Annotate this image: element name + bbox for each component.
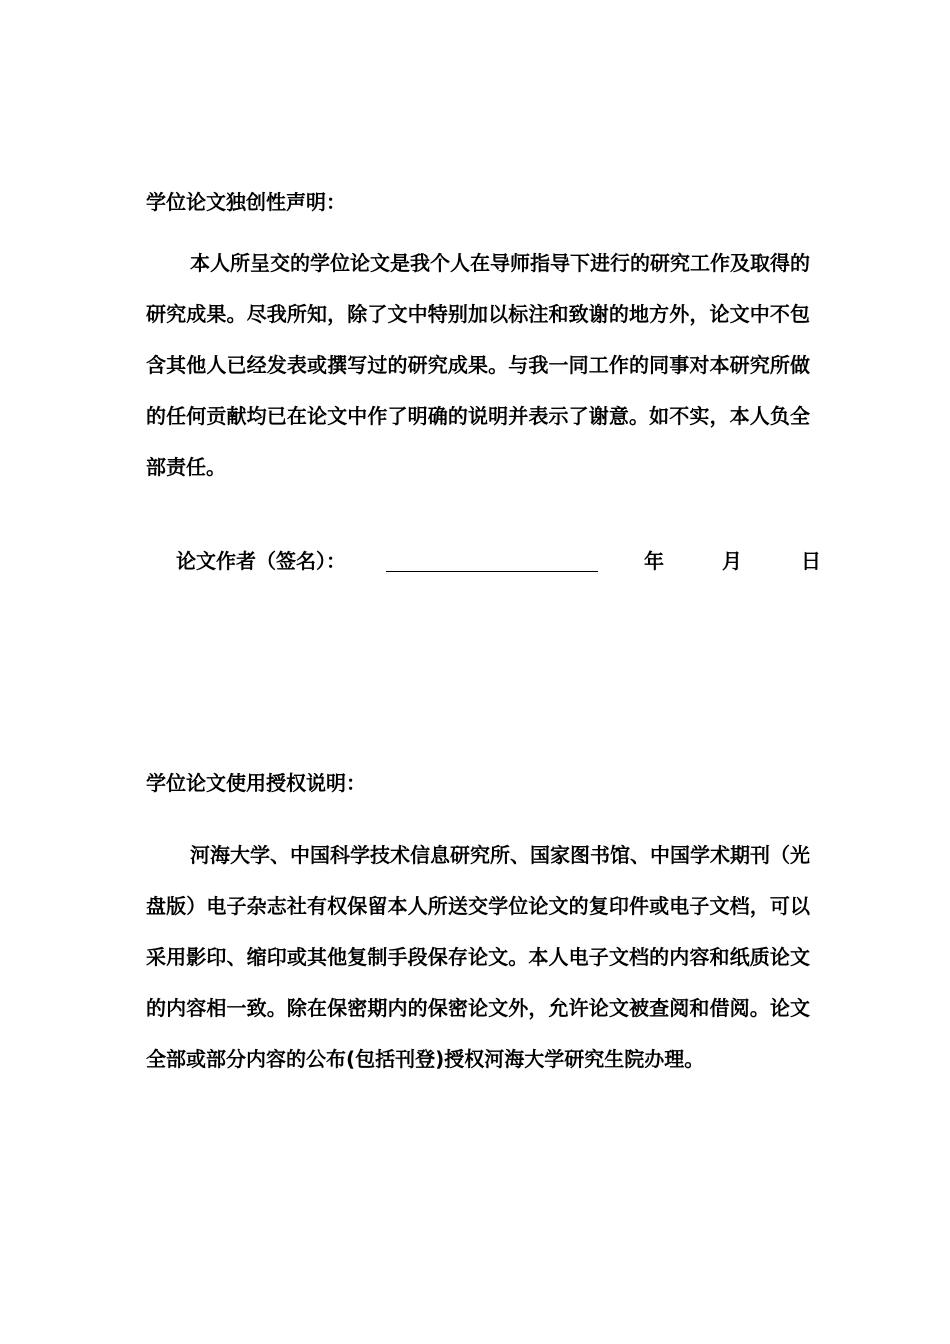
declaration-body: 本人所呈交的学位论文是我个人在导师指导下进行的研究工作及取得的研究成果。尽我所知，除了文中特别加以标注和致谢的地方外，论文中不包含其他人已经发表或撰写过的研究成果。与我一同工作的同事对本研究所做的任何贡献均已在论文中作了明确的说明并表示了谢意。如不实，本人负全部责任。 [146,251,810,479]
authorization-heading: 学位论文使用授权说明： [146,771,366,795]
day-label: 日 [801,549,821,573]
year-label: 年 [644,549,664,573]
authorization-body: 河海大学、中国科学技术信息研究所、国家图书馆、中国学术期刊（光盘版）电子杂志社有权保留本人所送交学位论文的复印件或电子文档，可以采用影印、缩印或其他复制手段保存论文。本人电子文档的内容和纸质论文的内容相一致。除在保密期内的保密论文外，允许论文被查阅和借阅。论文全部或部分内容的公布(包括刊登)授权河海大学研究生院办理。 [146,843,810,1071]
signature-label: 论文作者（签名）： [176,549,346,573]
month-label: 月 [722,549,742,573]
declaration-heading: 学位论文独创性声明： [146,190,346,214]
signature-row [176,545,836,577]
signature-line[interactable] [386,571,598,572]
